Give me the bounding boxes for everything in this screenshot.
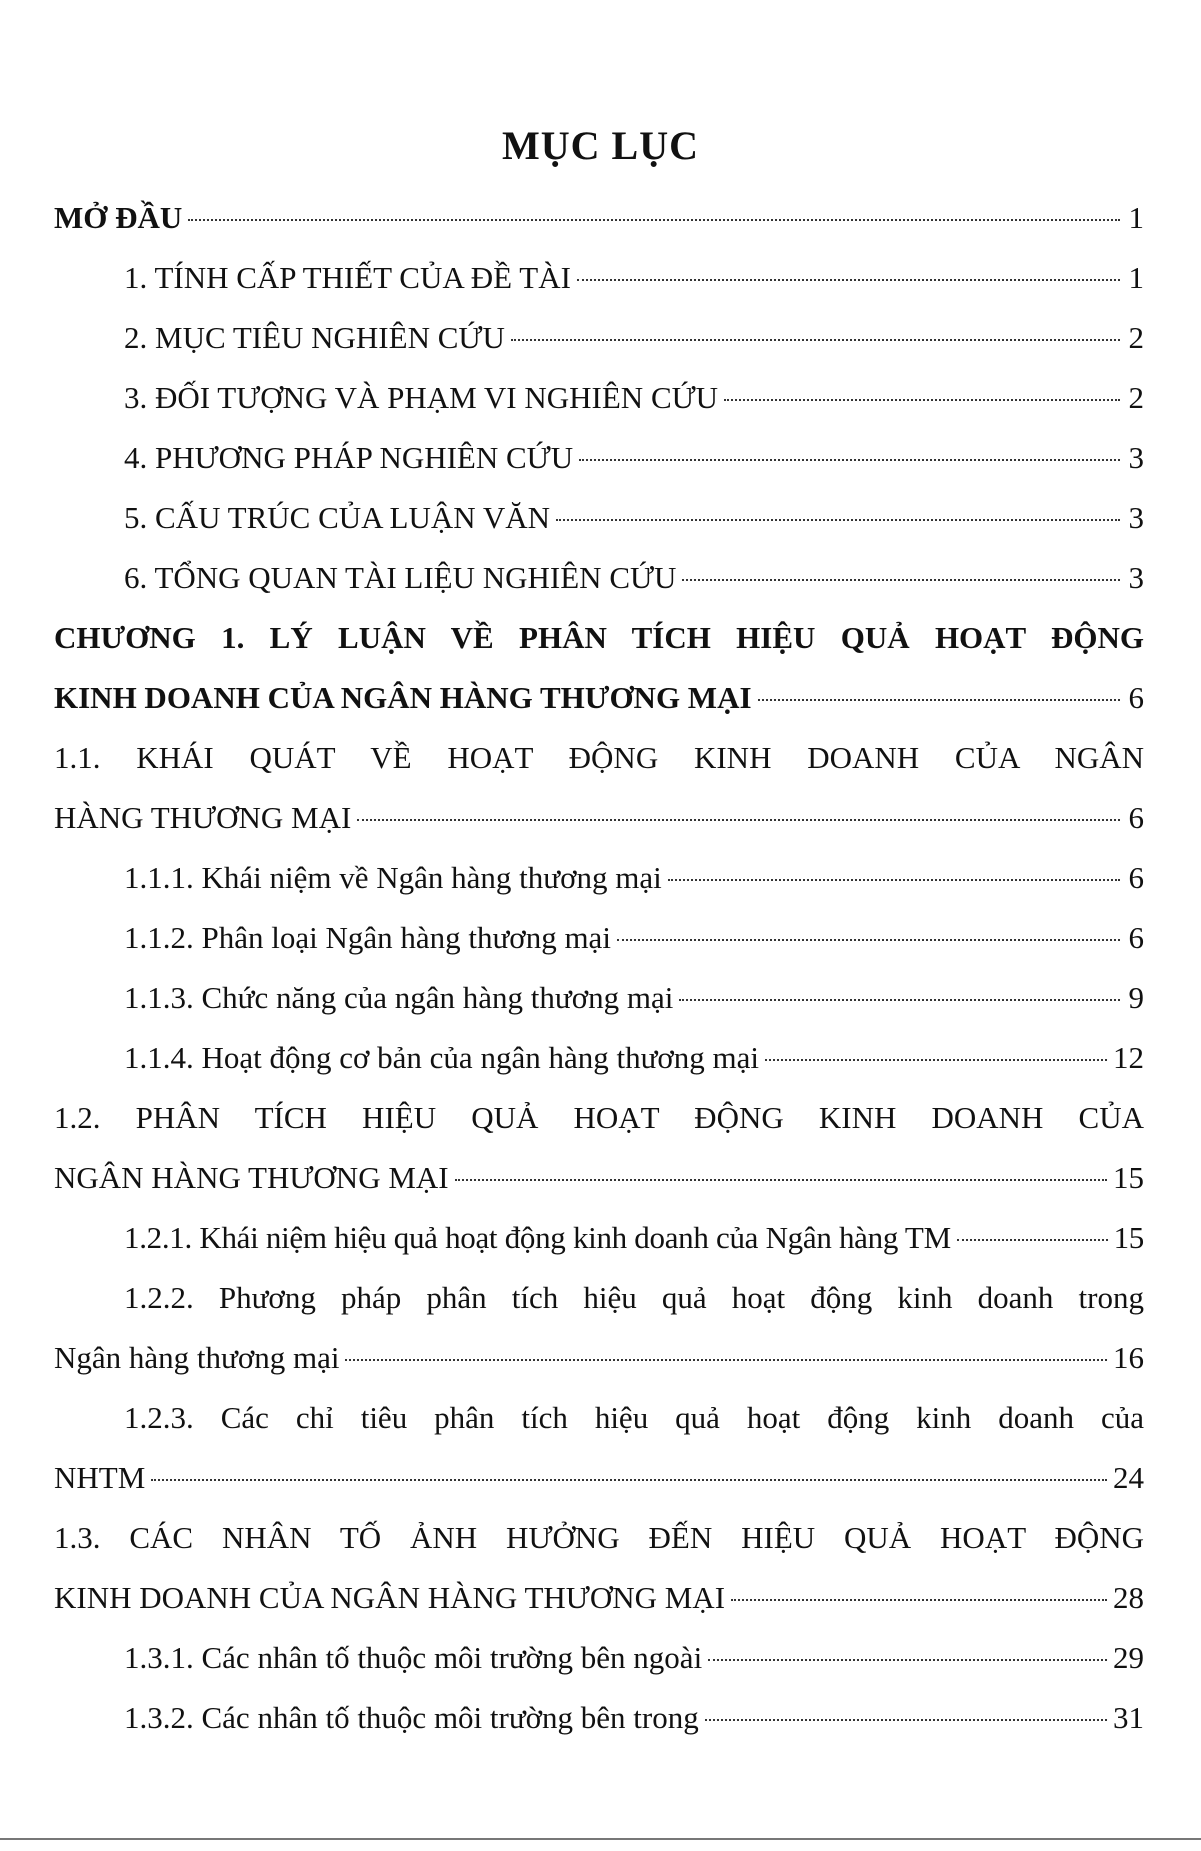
toc-page-number: 9 <box>1128 980 1144 1015</box>
toc-entry-5 <box>54 488 1144 548</box>
toc-page-number: 24 <box>1113 1460 1144 1495</box>
dot-leader <box>617 939 1120 941</box>
dot-leader <box>731 1599 1107 1601</box>
toc-entry-chapter-1 <box>54 608 1144 728</box>
toc-page-number: 2 <box>1128 380 1144 415</box>
dot-leader <box>758 699 1120 701</box>
toc-entry-1-3 <box>54 1508 1144 1628</box>
toc-entry-1-1-1 <box>54 848 1144 908</box>
toc-entry-text-line1: 1.2. PHÂN TÍCH HIỆU QUẢ HOẠT ĐỘNG KINH DOANH CỦA <box>54 1100 1144 1135</box>
toc-entry-text-line1: 1.1. KHÁI QUÁT VỀ HOẠT ĐỘNG KINH DOANH CỦA NGÂN <box>54 740 1144 775</box>
toc-entry-1-1-4 <box>54 1028 1144 1088</box>
toc-page-number: 6 <box>1128 680 1144 715</box>
toc-entry-text: 5. CẤU TRÚC CỦA LUẬN VĂN <box>124 500 551 535</box>
toc-entry-text-line2: NGÂN HÀNG THƯƠNG MẠI <box>54 1160 449 1195</box>
toc-entry-text: 1.1.4. Hoạt động cơ bản của ngân hàng thương mại <box>124 1040 760 1075</box>
dot-leader <box>151 1479 1107 1481</box>
toc-entry-text: 1.1.3. Chức năng của ngân hàng thương mại <box>124 980 674 1015</box>
dot-leader <box>682 579 1120 581</box>
toc-page-number: 3 <box>1128 500 1144 535</box>
toc-entry-text: 2. MỤC TIÊU NGHIÊN CỨU <box>124 320 505 355</box>
toc-entry-text-line2: HÀNG THƯƠNG MẠI <box>54 800 352 835</box>
toc-entry-1-2-2 <box>54 1268 1144 1388</box>
toc-entry-text-line1: 1.2.2. Phương pháp phân tích hiệu quả hoạt động kinh doanh trong <box>124 1280 1144 1315</box>
toc-entry-2 <box>54 308 1144 368</box>
toc-entry-1-3-1 <box>54 1628 1144 1688</box>
dot-leader <box>357 819 1120 821</box>
toc-entry-6 <box>54 548 1144 608</box>
dot-leader <box>345 1359 1107 1361</box>
toc-page-number: 6 <box>1128 860 1144 895</box>
toc-entry-text: 6. TỔNG QUAN TÀI LIỆU NGHIÊN CỨU <box>124 560 677 595</box>
page-bottom-edge <box>0 1838 1201 1840</box>
dot-leader <box>679 999 1120 1001</box>
dot-leader <box>705 1719 1107 1721</box>
toc-page-number: 3 <box>1128 440 1144 475</box>
toc-entry-text-line2: KINH DOANH CỦA NGÂN HÀNG THƯƠNG MẠI <box>54 680 752 715</box>
table-of-contents <box>54 188 1144 1748</box>
toc-page-number: 28 <box>1113 1580 1144 1615</box>
toc-entry-text: 1. TÍNH CẤP THIẾT CỦA ĐỀ TÀI <box>124 260 571 295</box>
dot-leader <box>556 519 1120 521</box>
toc-entry-1-2-1 <box>54 1208 1144 1268</box>
toc-entry-text-line1: 1.2.3. Các chỉ tiêu phân tích hiệu quả hoạt động kinh doanh của <box>124 1400 1144 1435</box>
toc-entry-1-1-3 <box>54 968 1144 1028</box>
page-title: MỤC LỤC <box>502 123 699 168</box>
toc-entry-text: 1.3.2. Các nhân tố thuộc môi trường bên trong <box>124 1700 699 1735</box>
dot-leader <box>579 459 1120 461</box>
dot-leader <box>765 1059 1107 1061</box>
toc-page-number: 15 <box>1113 1220 1144 1255</box>
dot-leader <box>708 1659 1107 1661</box>
toc-page-number: 2 <box>1128 320 1144 355</box>
toc-entry-text: 1.1.1. Khái niệm về Ngân hàng thương mại <box>124 860 662 895</box>
toc-entry-text-line1: CHƯƠNG 1. LÝ LUẬN VỀ PHÂN TÍCH HIỆU QUẢ HOẠT ĐỘNG <box>54 620 1144 655</box>
dot-leader <box>511 339 1120 341</box>
toc-entry-1-2 <box>54 1088 1144 1208</box>
toc-entry-text: 1.1.2. Phân loại Ngân hàng thương mại <box>124 920 611 955</box>
toc-entry-text-line2: NHTM <box>54 1460 146 1495</box>
toc-page-number: 3 <box>1128 560 1144 595</box>
toc-page-number: 31 <box>1113 1700 1144 1735</box>
toc-page-number: 29 <box>1113 1640 1144 1675</box>
toc-page-number: 6 <box>1128 800 1144 835</box>
toc-entry-4 <box>54 428 1144 488</box>
toc-entry-1 <box>54 248 1144 308</box>
toc-entry-text-line2: Ngân hàng thương mại <box>54 1340 340 1375</box>
toc-entry-text-line1: 1.3. CÁC NHÂN TỐ ẢNH HƯỞNG ĐẾN HIỆU QUẢ HOẠT ĐỘNG <box>54 1520 1144 1555</box>
toc-entry-1-1-2 <box>54 908 1144 968</box>
toc-entry-text: MỞ ĐẦU <box>54 200 183 235</box>
toc-page-number: 1 <box>1128 260 1144 295</box>
dot-leader <box>455 1179 1107 1181</box>
toc-page-number: 15 <box>1113 1160 1144 1195</box>
dot-leader <box>957 1239 1108 1241</box>
toc-entry-3 <box>54 368 1144 428</box>
dot-leader <box>724 399 1120 401</box>
toc-entry-text: 1.2.1. Khái niệm hiệu quả hoạt động kinh doanh của Ngân hàng TM <box>124 1220 951 1255</box>
toc-entry-text-line2: KINH DOANH CỦA NGÂN HÀNG THƯƠNG MẠI <box>54 1580 726 1615</box>
dot-leader <box>668 879 1120 881</box>
toc-entry-1-2-3 <box>54 1388 1144 1508</box>
toc-entry-text: 4. PHƯƠNG PHÁP NGHIÊN CỨU <box>124 440 574 475</box>
dot-leader <box>188 219 1120 221</box>
toc-page-number: 6 <box>1128 920 1144 955</box>
toc-entry-text: 1.3.1. Các nhân tố thuộc môi trường bên ngoài <box>124 1640 703 1675</box>
toc-entry-1-3-2 <box>54 1688 1144 1748</box>
toc-entry-text: 3. ĐỐI TƯỢNG VÀ PHẠM VI NGHIÊN CỨU <box>124 380 719 415</box>
toc-page-number: 1 <box>1128 200 1144 235</box>
dot-leader <box>577 279 1120 281</box>
toc-page-number: 16 <box>1113 1340 1144 1375</box>
toc-entry-1-1 <box>54 728 1144 848</box>
toc-entry-introduction <box>54 188 1144 248</box>
toc-page-number: 12 <box>1113 1040 1144 1075</box>
